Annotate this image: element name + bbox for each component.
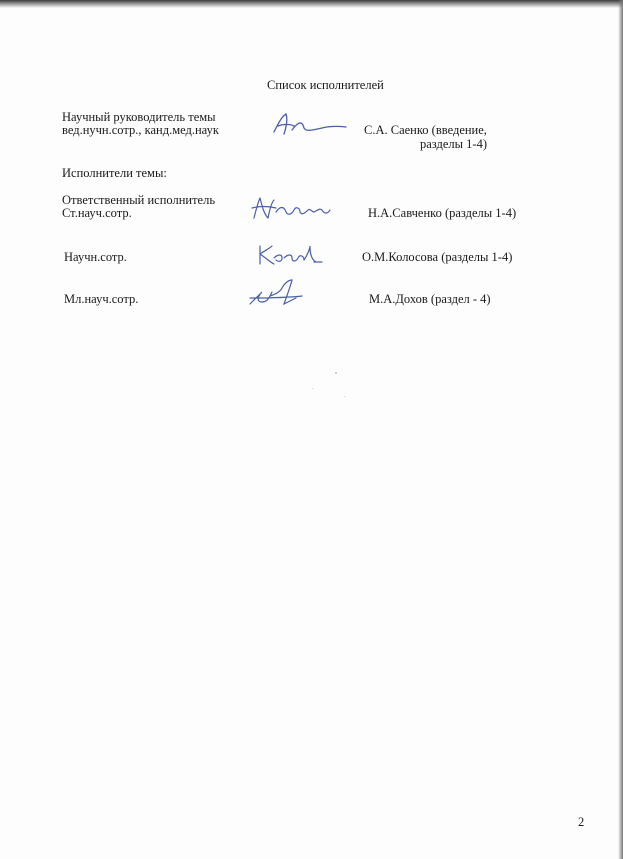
supervisor-name-line2: разделы 1-4) [420, 137, 488, 151]
executor-1-role-line2: Ст.науч.сотр. [62, 206, 132, 220]
scan-speck [335, 372, 337, 374]
executor-3-role: Мл.науч.сотр. [64, 292, 139, 306]
supervisor-role-line2: вед.нучн.сотр., канд.мед.наук [62, 123, 219, 137]
supervisor-role-line1: Научный руководитель темы [62, 110, 216, 124]
scan-speck [344, 396, 345, 397]
scan-top-edge [0, 0, 623, 8]
scan-speck [312, 388, 313, 389]
executor-2-name: О.М.Колосова (разделы 1-4) [362, 250, 513, 264]
page-title: Список исполнителей [267, 78, 384, 92]
executor-2-role: Научн.сотр. [64, 250, 127, 264]
executor-1-name: Н.А.Савченко (разделы 1-4) [368, 206, 517, 220]
scan-right-edge [618, 0, 623, 859]
executor-3-name: М.А.Дохов (раздел - 4) [369, 292, 491, 306]
executor-1-signature [246, 194, 336, 224]
page-number: 2 [578, 815, 585, 829]
executor-2-signature [252, 240, 324, 268]
executors-heading: Исполнители темы: [62, 166, 167, 180]
executor-3-signature [244, 276, 308, 310]
supervisor-signature [268, 110, 348, 138]
supervisor-name-line1: С.А. Саенко (введение, [364, 123, 487, 137]
executor-1-role-line1: Ответственный исполнитель [62, 193, 216, 207]
